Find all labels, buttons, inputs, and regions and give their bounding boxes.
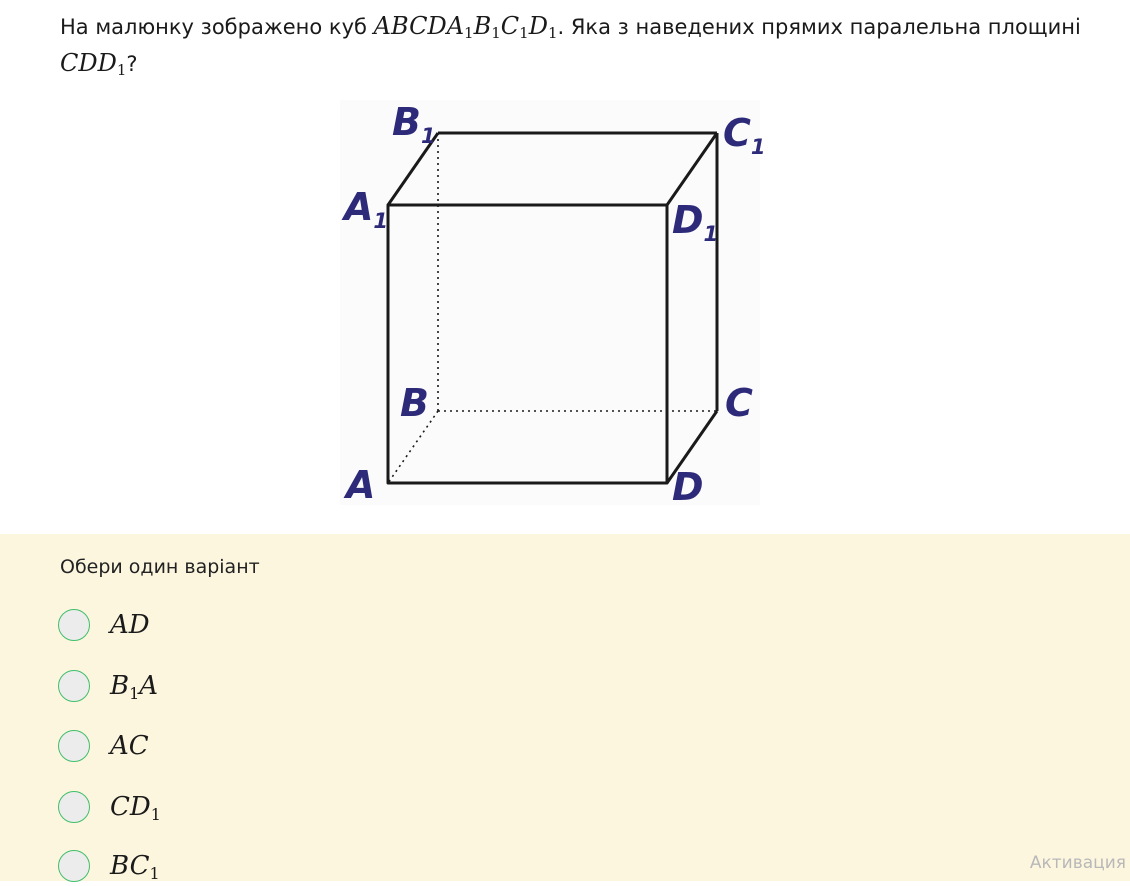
option-label: $CD_1$: [110, 792, 161, 824]
radio-button[interactable]: [58, 791, 90, 823]
option-ac[interactable]: [58, 726, 149, 766]
answer-prompt: Обери один варіант: [60, 556, 260, 578]
cube-figure: [340, 100, 766, 509]
vertex-label-c1: $C_1$: [723, 111, 766, 159]
vertex-label-b: B: [400, 381, 429, 425]
option-label: $B_1A$: [110, 671, 159, 703]
option-cd1[interactable]: [58, 787, 161, 827]
option-label: AC: [110, 731, 149, 761]
radio-button[interactable]: [58, 850, 90, 882]
vertex-label-d: D: [672, 465, 704, 509]
vertex-label-a1: $A_1$: [344, 185, 389, 233]
question-end: ?: [126, 52, 138, 76]
option-label: AD: [110, 610, 150, 640]
vertex-label-a: A: [346, 463, 376, 507]
question-text: [60, 8, 1100, 82]
vertex-label-d1: $D_1$: [672, 198, 719, 246]
radio-button[interactable]: [58, 730, 90, 762]
cube-name: $ABCDA_1B_1C_1D_1$: [373, 12, 558, 42]
cube-diagram: [340, 100, 766, 509]
question-middle: . Яка з наведених прямих паралельна площині: [557, 15, 1081, 39]
vertex-label-c: C: [725, 381, 753, 425]
answers-panel: [0, 534, 1130, 881]
vertex-label-b1: $B_1$: [392, 100, 436, 148]
activation-watermark: Активация: [1029, 853, 1126, 873]
option-b1a[interactable]: [58, 666, 158, 706]
option-bc1[interactable]: [58, 846, 160, 886]
option-ad[interactable]: [58, 605, 150, 645]
question-intro: На малюнку зображено куб: [60, 15, 374, 39]
option-label: $BC_1$: [110, 851, 160, 883]
plane-name: $CDD_1$: [60, 49, 127, 79]
radio-button[interactable]: [58, 670, 90, 702]
radio-button[interactable]: [58, 609, 90, 641]
